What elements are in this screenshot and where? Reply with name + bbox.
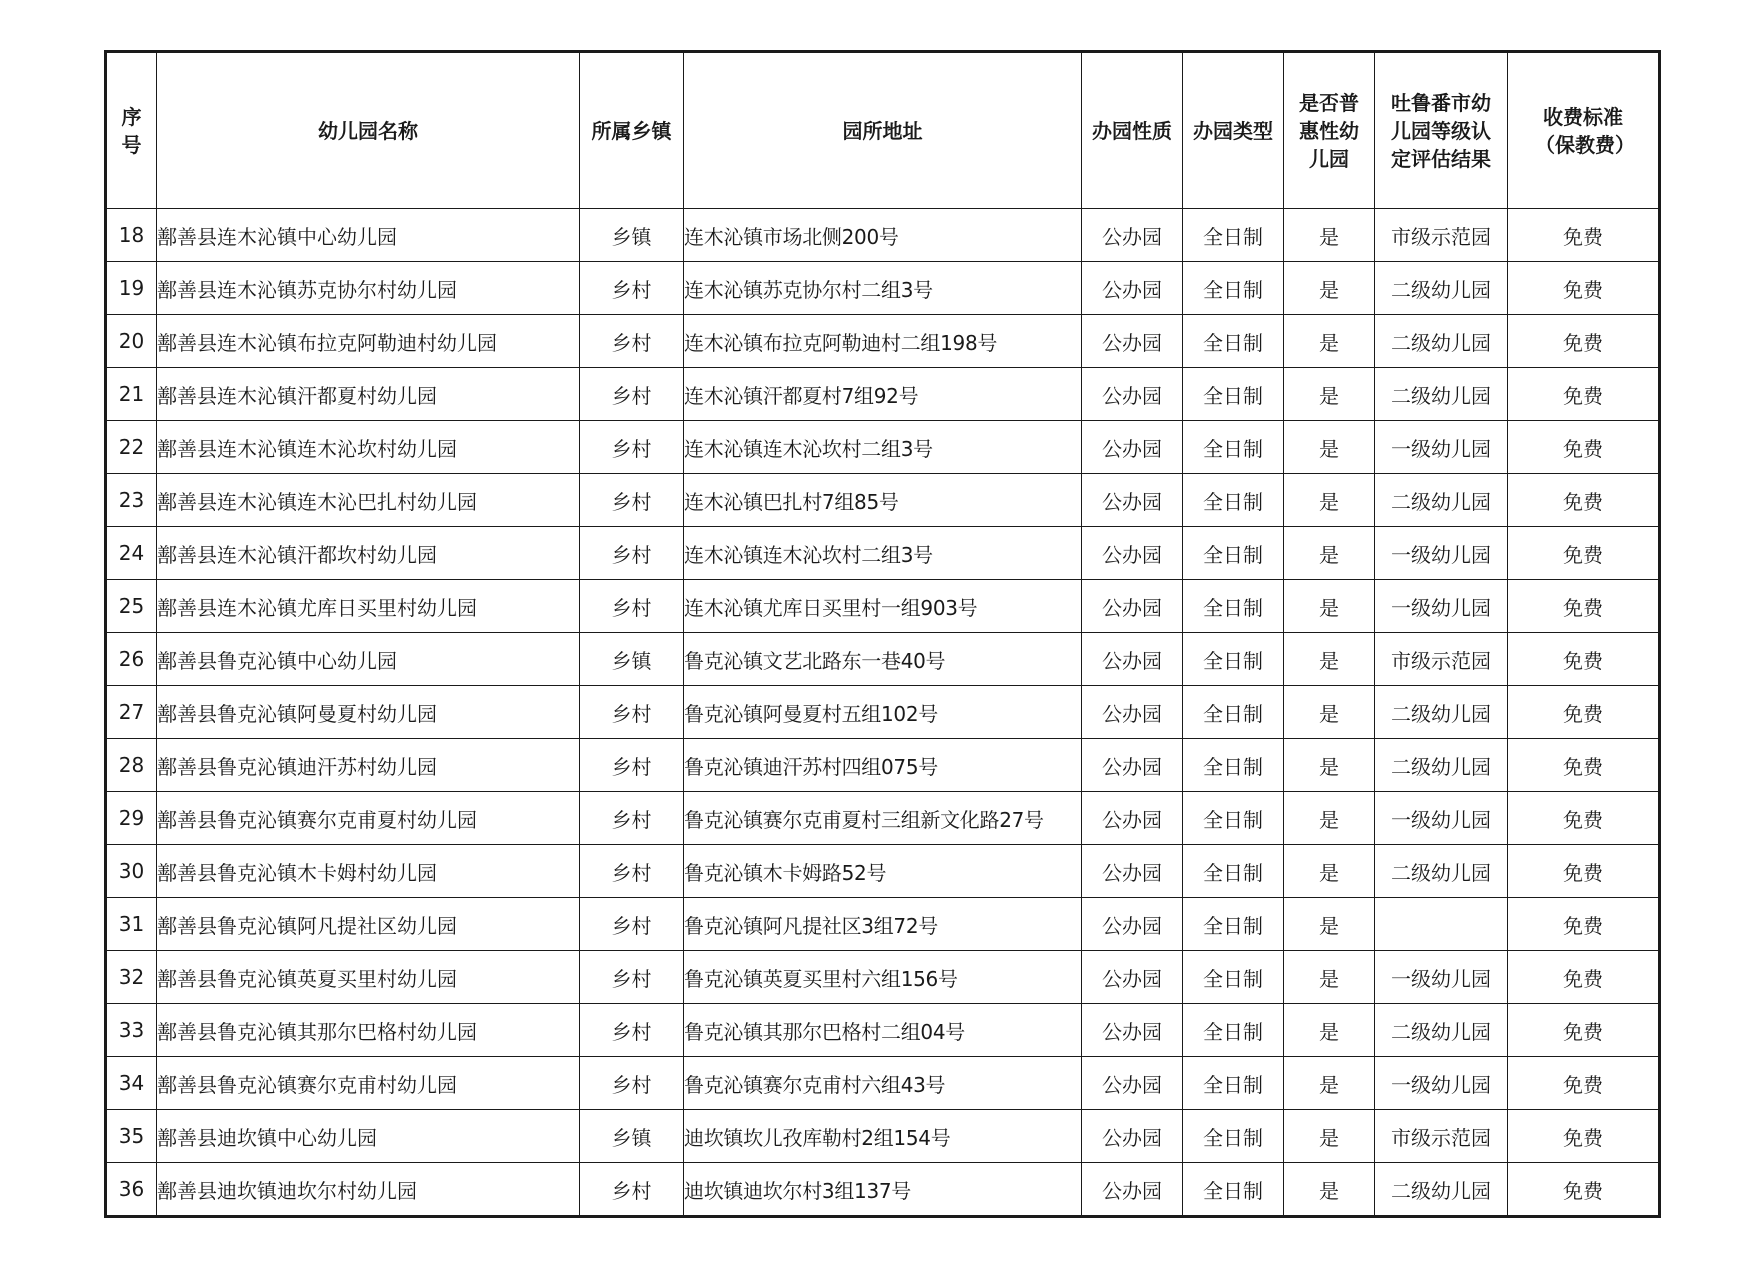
- row-number: 19: [106, 262, 157, 315]
- kindergarten-name: 鄯善县鲁克沁镇赛尔克甫夏村幼儿园: [157, 792, 580, 845]
- table-row: [106, 1110, 1660, 1163]
- row-number: 20: [106, 315, 157, 368]
- table-row: [106, 1004, 1660, 1057]
- grade-result: 二级幼儿园: [1375, 474, 1508, 527]
- operation-nature: 公办园: [1082, 792, 1183, 845]
- kindergarten-name: 鄯善县连木沁镇中心幼儿园: [157, 209, 580, 262]
- operation-nature: 公办园: [1082, 421, 1183, 474]
- operation-type: 全日制: [1183, 421, 1284, 474]
- kindergarten-address: 迪坎镇迪坎尔村3组137号: [684, 1163, 1082, 1217]
- table-row: [106, 209, 1660, 262]
- table-row: [106, 315, 1660, 368]
- kindergarten-address: 迪坎镇坎儿孜库勒村2组154号: [684, 1110, 1082, 1163]
- grade-result: 市级示范园: [1375, 209, 1508, 262]
- operation-nature: 公办园: [1082, 262, 1183, 315]
- grade-result: 一级幼儿园: [1375, 951, 1508, 1004]
- grade-result: 一级幼儿园: [1375, 421, 1508, 474]
- operation-nature: 公办园: [1082, 209, 1183, 262]
- town-category: 乡村: [580, 580, 684, 633]
- table-row: [106, 951, 1660, 1004]
- kindergarten-address: 鲁克沁镇阿曼夏村五组102号: [684, 686, 1082, 739]
- kindergarten-name: 鄯善县迪坎镇迪坎尔村幼儿园: [157, 1163, 580, 1217]
- kindergarten-address: 连木沁镇尤库日买里村一组903号: [684, 580, 1082, 633]
- grade-result: 市级示范园: [1375, 633, 1508, 686]
- row-number: 32: [106, 951, 157, 1004]
- town-category: 乡村: [580, 527, 684, 580]
- operation-nature: 公办园: [1082, 1110, 1183, 1163]
- row-number: 27: [106, 686, 157, 739]
- kindergarten-address: 鲁克沁镇赛尔克甫村六组43号: [684, 1057, 1082, 1110]
- inclusive-flag: 是: [1284, 368, 1375, 421]
- table-row: [106, 792, 1660, 845]
- inclusive-flag: 是: [1284, 1004, 1375, 1057]
- inclusive-flag: 是: [1284, 474, 1375, 527]
- kindergarten-name: 鄯善县连木沁镇连木沁巴扎村幼儿园: [157, 474, 580, 527]
- row-number: 23: [106, 474, 157, 527]
- operation-type: 全日制: [1183, 315, 1284, 368]
- kindergarten-name: 鄯善县连木沁镇汗都夏村幼儿园: [157, 368, 580, 421]
- fee-standard: 免费: [1508, 739, 1660, 792]
- operation-type: 全日制: [1183, 898, 1284, 951]
- town-category: 乡村: [580, 315, 684, 368]
- operation-nature: 公办园: [1082, 739, 1183, 792]
- town-category: 乡镇: [580, 209, 684, 262]
- fee-standard: 免费: [1508, 898, 1660, 951]
- town-category: 乡村: [580, 951, 684, 1004]
- inclusive-flag: 是: [1284, 527, 1375, 580]
- town-category: 乡村: [580, 262, 684, 315]
- operation-nature: 公办园: [1082, 368, 1183, 421]
- town-category: 乡村: [580, 1163, 684, 1217]
- operation-nature: 公办园: [1082, 633, 1183, 686]
- inclusive-flag: 是: [1284, 633, 1375, 686]
- kindergarten-name: 鄯善县鲁克沁镇中心幼儿园: [157, 633, 580, 686]
- row-number: 29: [106, 792, 157, 845]
- inclusive-flag: 是: [1284, 898, 1375, 951]
- kindergarten-address: 连木沁镇苏克协尔村二组3号: [684, 262, 1082, 315]
- fee-standard: 免费: [1508, 474, 1660, 527]
- row-number: 34: [106, 1057, 157, 1110]
- grade-result: 二级幼儿园: [1375, 739, 1508, 792]
- grade-result: 市级示范园: [1375, 1110, 1508, 1163]
- fee-standard: 免费: [1508, 580, 1660, 633]
- kindergarten-name: 鄯善县连木沁镇布拉克阿勒迪村幼儿园: [157, 315, 580, 368]
- operation-type: 全日制: [1183, 474, 1284, 527]
- inclusive-flag: 是: [1284, 315, 1375, 368]
- inclusive-flag: 是: [1284, 951, 1375, 1004]
- fee-standard: 免费: [1508, 686, 1660, 739]
- row-number: 36: [106, 1163, 157, 1217]
- operation-type: 全日制: [1183, 633, 1284, 686]
- row-number: 35: [106, 1110, 157, 1163]
- row-number: 22: [106, 421, 157, 474]
- fee-standard: 免费: [1508, 209, 1660, 262]
- row-number: 24: [106, 527, 157, 580]
- inclusive-flag: 是: [1284, 580, 1375, 633]
- inclusive-flag: 是: [1284, 845, 1375, 898]
- operation-type: 全日制: [1183, 527, 1284, 580]
- kindergarten-name: 鄯善县鲁克沁镇赛尔克甫村幼儿园: [157, 1057, 580, 1110]
- kindergarten-address: 连木沁镇连木沁坎村二组3号: [684, 527, 1082, 580]
- fee-standard: 免费: [1508, 1057, 1660, 1110]
- header-no: 序号: [106, 52, 157, 209]
- table-row: [106, 421, 1660, 474]
- fee-standard: 免费: [1508, 1110, 1660, 1163]
- fee-standard: 免费: [1508, 421, 1660, 474]
- table-row: [106, 633, 1660, 686]
- table-row: [106, 262, 1660, 315]
- fee-standard: 免费: [1508, 315, 1660, 368]
- inclusive-flag: 是: [1284, 739, 1375, 792]
- kindergarten-name: 鄯善县鲁克沁镇其那尔巴格村幼儿园: [157, 1004, 580, 1057]
- table-row: [106, 1163, 1660, 1217]
- operation-type: 全日制: [1183, 845, 1284, 898]
- kindergarten-name: 鄯善县迪坎镇中心幼儿园: [157, 1110, 580, 1163]
- grade-result: 二级幼儿园: [1375, 368, 1508, 421]
- town-category: 乡镇: [580, 633, 684, 686]
- kindergarten-address: 鲁克沁镇赛尔克甫夏村三组新文化路27号: [684, 792, 1082, 845]
- kindergarten-address: 连木沁镇连木沁坎村二组3号: [684, 421, 1082, 474]
- town-category: 乡镇: [580, 1110, 684, 1163]
- operation-nature: 公办园: [1082, 474, 1183, 527]
- town-category: 乡村: [580, 898, 684, 951]
- operation-nature: 公办园: [1082, 315, 1183, 368]
- kindergarten-address: 连木沁镇汗都夏村7组92号: [684, 368, 1082, 421]
- operation-nature: 公办园: [1082, 898, 1183, 951]
- inclusive-flag: 是: [1284, 1163, 1375, 1217]
- fee-standard: 免费: [1508, 1163, 1660, 1217]
- grade-result: 一级幼儿园: [1375, 580, 1508, 633]
- operation-nature: 公办园: [1082, 1057, 1183, 1110]
- town-category: 乡村: [580, 792, 684, 845]
- operation-type: 全日制: [1183, 1004, 1284, 1057]
- kindergarten-name: 鄯善县鲁克沁镇阿凡提社区幼儿园: [157, 898, 580, 951]
- grade-result: 二级幼儿园: [1375, 262, 1508, 315]
- kindergarten-address: 连木沁镇布拉克阿勒迪村二组198号: [684, 315, 1082, 368]
- header-grade: 吐鲁番市幼儿园等级认定评估结果: [1375, 52, 1508, 209]
- header-inclusive: 是否普惠性幼儿园: [1284, 52, 1375, 209]
- table-row: [106, 898, 1660, 951]
- operation-type: 全日制: [1183, 1110, 1284, 1163]
- kindergarten-address: 鲁克沁镇文艺北路东一巷40号: [684, 633, 1082, 686]
- fee-standard: 免费: [1508, 1004, 1660, 1057]
- table-row: [106, 368, 1660, 421]
- kindergarten-address: 连木沁镇市场北侧200号: [684, 209, 1082, 262]
- fee-standard: 免费: [1508, 633, 1660, 686]
- fee-standard: 免费: [1508, 951, 1660, 1004]
- town-category: 乡村: [580, 686, 684, 739]
- table-row: [106, 1057, 1660, 1110]
- operation-type: 全日制: [1183, 951, 1284, 1004]
- fee-standard: 免费: [1508, 845, 1660, 898]
- operation-type: 全日制: [1183, 1163, 1284, 1217]
- operation-nature: 公办园: [1082, 527, 1183, 580]
- operation-type: 全日制: [1183, 262, 1284, 315]
- kindergarten-name: 鄯善县连木沁镇连木沁坎村幼儿园: [157, 421, 580, 474]
- kindergarten-name: 鄯善县鲁克沁镇木卡姆村幼儿园: [157, 845, 580, 898]
- grade-result: 一级幼儿园: [1375, 1057, 1508, 1110]
- grade-result: 二级幼儿园: [1375, 1004, 1508, 1057]
- header-address: 园所地址: [684, 52, 1082, 209]
- operation-type: 全日制: [1183, 686, 1284, 739]
- header-nature: 办园性质: [1082, 52, 1183, 209]
- row-number: 26: [106, 633, 157, 686]
- row-number: 30: [106, 845, 157, 898]
- grade-result: 二级幼儿园: [1375, 686, 1508, 739]
- row-number: 18: [106, 209, 157, 262]
- header-town: 所属乡镇: [580, 52, 684, 209]
- table-row: [106, 686, 1660, 739]
- operation-nature: 公办园: [1082, 1163, 1183, 1217]
- row-number: 31: [106, 898, 157, 951]
- kindergarten-name: 鄯善县连木沁镇尤库日买里村幼儿园: [157, 580, 580, 633]
- kindergarten-address: 鲁克沁镇英夏买里村六组156号: [684, 951, 1082, 1004]
- operation-nature: 公办园: [1082, 951, 1183, 1004]
- kindergarten-address: 鲁克沁镇阿凡提社区3组72号: [684, 898, 1082, 951]
- operation-type: 全日制: [1183, 792, 1284, 845]
- header-row: [106, 52, 1660, 209]
- town-category: 乡村: [580, 845, 684, 898]
- fee-standard: 免费: [1508, 792, 1660, 845]
- table-body: [106, 209, 1660, 1217]
- kindergarten-table: [104, 50, 1661, 1218]
- operation-type: 全日制: [1183, 580, 1284, 633]
- operation-type: 全日制: [1183, 368, 1284, 421]
- inclusive-flag: 是: [1284, 792, 1375, 845]
- inclusive-flag: 是: [1284, 686, 1375, 739]
- kindergarten-name: 鄯善县鲁克沁镇英夏买里村幼儿园: [157, 951, 580, 1004]
- grade-result: 一级幼儿园: [1375, 792, 1508, 845]
- grade-result: 一级幼儿园: [1375, 527, 1508, 580]
- row-number: 25: [106, 580, 157, 633]
- kindergarten-name: 鄯善县鲁克沁镇阿曼夏村幼儿园: [157, 686, 580, 739]
- grade-result: 二级幼儿园: [1375, 1163, 1508, 1217]
- grade-result: [1375, 898, 1508, 951]
- inclusive-flag: 是: [1284, 1057, 1375, 1110]
- header-type: 办园类型: [1183, 52, 1284, 209]
- town-category: 乡村: [580, 368, 684, 421]
- grade-result: 二级幼儿园: [1375, 845, 1508, 898]
- town-category: 乡村: [580, 1057, 684, 1110]
- operation-nature: 公办园: [1082, 1004, 1183, 1057]
- kindergarten-address: 连木沁镇巴扎村7组85号: [684, 474, 1082, 527]
- inclusive-flag: 是: [1284, 209, 1375, 262]
- inclusive-flag: 是: [1284, 421, 1375, 474]
- kindergarten-address: 鲁克沁镇其那尔巴格村二组04号: [684, 1004, 1082, 1057]
- kindergarten-address: 鲁克沁镇木卡姆路52号: [684, 845, 1082, 898]
- town-category: 乡村: [580, 474, 684, 527]
- kindergarten-name: 鄯善县鲁克沁镇迪汗苏村幼儿园: [157, 739, 580, 792]
- table-row: [106, 474, 1660, 527]
- header-fee: 收费标准（保教费）: [1508, 52, 1660, 209]
- table-row: [106, 739, 1660, 792]
- inclusive-flag: 是: [1284, 262, 1375, 315]
- operation-type: 全日制: [1183, 739, 1284, 792]
- kindergarten-name: 鄯善县连木沁镇苏克协尔村幼儿园: [157, 262, 580, 315]
- row-number: 28: [106, 739, 157, 792]
- row-number: 21: [106, 368, 157, 421]
- town-category: 乡村: [580, 421, 684, 474]
- operation-type: 全日制: [1183, 1057, 1284, 1110]
- operation-nature: 公办园: [1082, 845, 1183, 898]
- inclusive-flag: 是: [1284, 1110, 1375, 1163]
- table-row: [106, 580, 1660, 633]
- town-category: 乡村: [580, 739, 684, 792]
- kindergarten-name: 鄯善县连木沁镇汗都坎村幼儿园: [157, 527, 580, 580]
- operation-nature: 公办园: [1082, 580, 1183, 633]
- table-row: [106, 527, 1660, 580]
- operation-nature: 公办园: [1082, 686, 1183, 739]
- kindergarten-address: 鲁克沁镇迪汗苏村四组075号: [684, 739, 1082, 792]
- fee-standard: 免费: [1508, 368, 1660, 421]
- header-name: 幼儿园名称: [157, 52, 580, 209]
- operation-type: 全日制: [1183, 209, 1284, 262]
- fee-standard: 免费: [1508, 262, 1660, 315]
- fee-standard: 免费: [1508, 527, 1660, 580]
- row-number: 33: [106, 1004, 157, 1057]
- town-category: 乡村: [580, 1004, 684, 1057]
- table-row: [106, 845, 1660, 898]
- grade-result: 二级幼儿园: [1375, 315, 1508, 368]
